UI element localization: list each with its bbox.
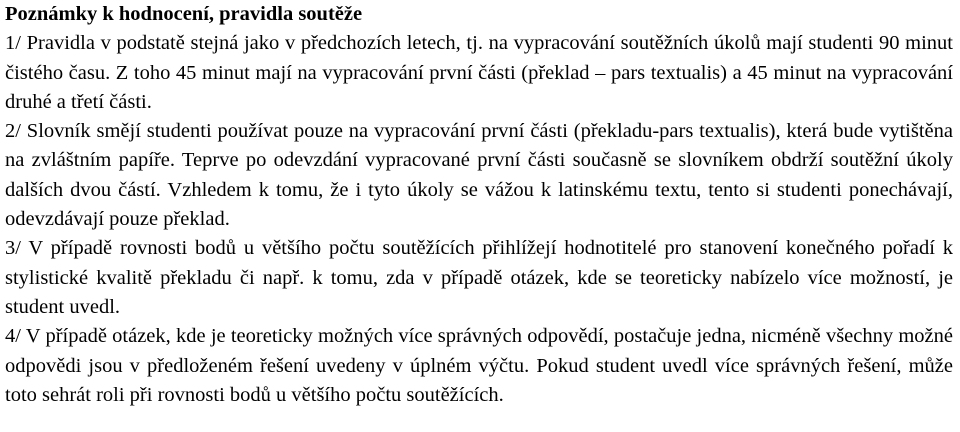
rule-paragraph-4: 4/ V případě otázek, kde je teoreticky možných více správných odpovědí, postačuje jedna, nicméně všechny možné odpovědi jsou v předloženém řešení uvedeny v úplném výčtu. Pokud student uvedl více správných řešení, může toto sehrát roli při rovnosti bodů u většího počtu soutěžících. xyxy=(5,325,953,406)
rule-paragraph-2: 2/ Slovník smějí studenti používat pouze na vypracování první části (překladu-pars textualis), která bude vytištěna na zvláštním papíře. Teprve po odevzdání vypracované první části současně se slovníkem obdrží soutěžní úkoly dalších dvou částí. Vzhledem k tomu, že i tyto úkoly se vážou k latinskému textu, tento si studenti ponechávají, odevzdávají pouze překlad. xyxy=(5,120,953,231)
rule-paragraph-1: 1/ Pravidla v podstatě stejná jako v předchozích letech, tj. na vypracování soutěžních úkolů mají studenti 90 minut čistého času. Z toho 45 minut mají na vypracování první části (překlad – pars textualis) a 45 minut na vypracování druhé a třetí části. xyxy=(5,32,953,113)
document-body xyxy=(5,0,953,410)
document-title: Poznámky k hodnocení, pravidla soutěže xyxy=(5,3,363,25)
rule-paragraph-3: 3/ V případě rovnosti bodů u většího počtu soutěžících přihlížejí hodnotitelé pro stanovení konečného pořadí k stylistické kvalitě překladu či např. k tomu, zda v případě otázek, kde se teoreticky nabízelo více možností, je student uvedl. xyxy=(5,237,953,318)
